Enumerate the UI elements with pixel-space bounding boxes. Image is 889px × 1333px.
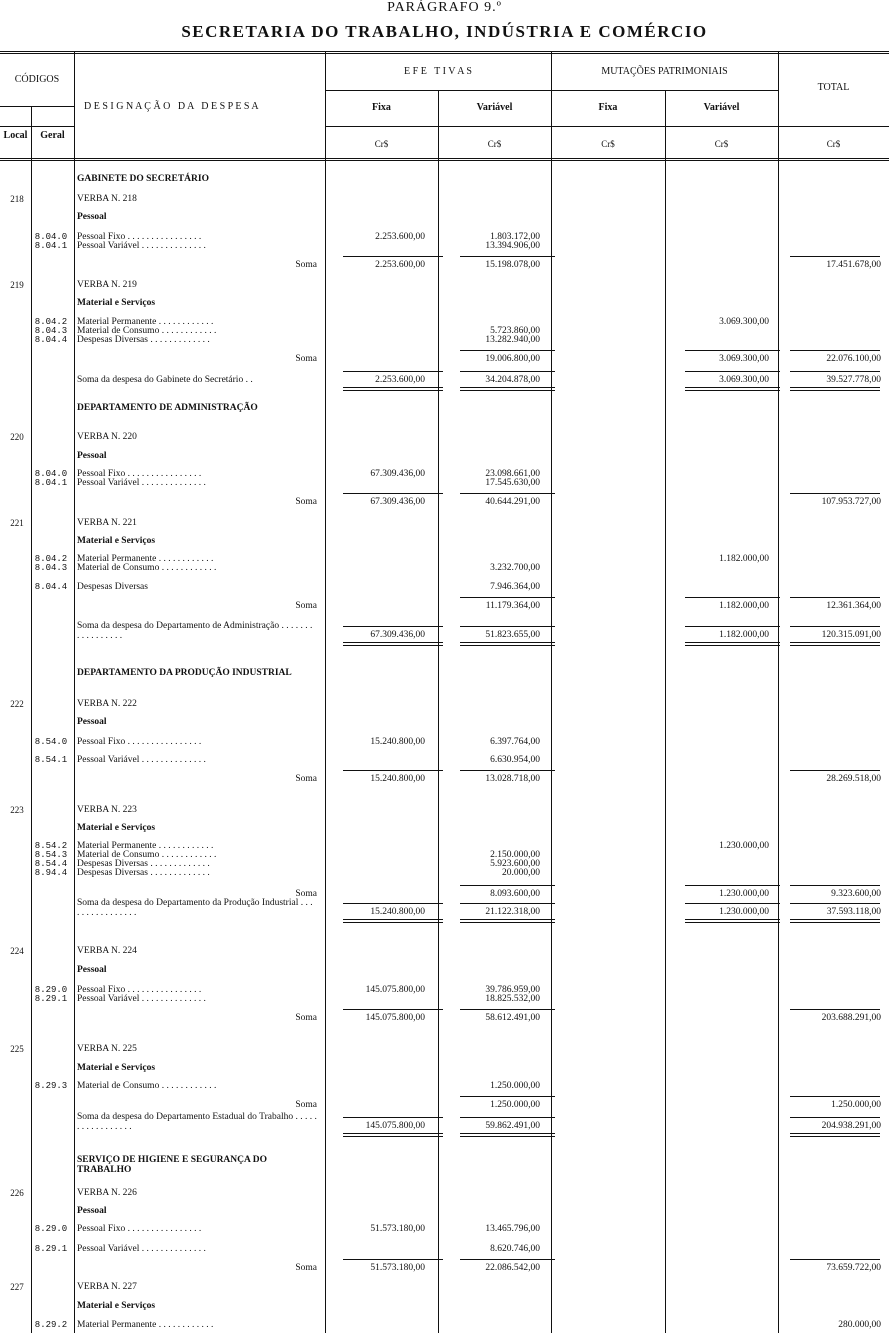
- efetiva-variavel-value: 39.786.959,00: [485, 985, 540, 995]
- paragraph-heading: PARÁGRAFO 9.º: [387, 0, 502, 15]
- sum-rule: [343, 493, 443, 494]
- designacao-cell: VERBA N. 222: [77, 699, 137, 709]
- table-row: [0, 477, 889, 489]
- designacao-cell: Pessoal Fixo . . . . . . . . . . . . . . . .: [77, 737, 202, 747]
- efetiva-variavel-value: 11.179.364,00: [485, 601, 540, 611]
- table-row: [0, 297, 889, 309]
- table-row: [0, 898, 889, 918]
- mutacao-variavel-value: 3.069.300,00: [719, 375, 769, 385]
- efetiva-variavel-value: 1.803.172,00: [490, 232, 540, 242]
- header-efetivas: E F E T I V A S: [404, 66, 472, 77]
- designacao-cell: Pessoal Fixo . . . . . . . . . . . . . . . .: [77, 985, 202, 995]
- efetiva-variavel-value: 15.198.078,00: [485, 260, 540, 270]
- table-row: [0, 1112, 889, 1132]
- efetiva-fixa-value: 15.240.800,00: [370, 774, 425, 784]
- header-local: Local: [3, 130, 28, 141]
- table-row: [0, 517, 889, 529]
- code-geral: 8.04.4: [34, 582, 68, 592]
- code-geral: 8.54.2: [34, 841, 68, 851]
- designacao-cell: Material Permanente . . . . . . . . . . . .: [77, 1320, 214, 1330]
- efetiva-variavel-value: 40.644.291,00: [485, 497, 540, 507]
- designacao-cell: Pessoal: [77, 451, 107, 461]
- code-local: 219: [10, 280, 24, 290]
- sum-rule: [460, 1117, 555, 1118]
- total-value: 37.593.118,00: [826, 907, 881, 917]
- designacao-cell: Pessoal Fixo . . . . . . . . . . . . . . . .: [77, 232, 202, 242]
- codigos-rule: [0, 106, 74, 107]
- table-row: [0, 1099, 889, 1111]
- efetiva-variavel-value: 17.545.630,00: [485, 478, 540, 488]
- efetiva-fixa-value: 2.253.600,00: [375, 375, 425, 385]
- total-value: 107.953.727,00: [821, 497, 881, 507]
- efetiva-variavel-value: 51.823.655,00: [485, 630, 540, 640]
- code-local: 223: [10, 805, 24, 815]
- table-row: [0, 211, 889, 223]
- code-geral: 8.04.4: [34, 335, 68, 345]
- sum-rule: [685, 885, 780, 886]
- header-mp-variavel: Variável: [703, 102, 740, 113]
- designacao-cell: Pessoal: [77, 717, 107, 727]
- total-value: 120.315.091,00: [821, 630, 881, 640]
- sum-rule: [790, 885, 880, 886]
- header-designacao: D E S I G N A Ç Ã O D A D E S P E S A: [84, 101, 259, 112]
- subhead-rule: [325, 126, 889, 127]
- efetiva-variavel-value: 5.723.860,00: [490, 326, 540, 336]
- table-row: [0, 822, 889, 834]
- table-top-rule: [0, 51, 889, 54]
- code-geral: 8.04.3: [34, 326, 68, 336]
- header-ef-variavel: Variável: [476, 102, 513, 113]
- table-row: [0, 1155, 889, 1175]
- efetiva-variavel-value: 22.086.542,00: [485, 1263, 540, 1273]
- code-geral: 8.29.1: [34, 1244, 68, 1254]
- total-double-rule: [790, 919, 880, 923]
- total-value: 9.323.600,00: [831, 889, 881, 899]
- designacao-cell: Soma da despesa do Gabinete do Secretário . .: [77, 375, 253, 385]
- sum-rule: [460, 1009, 555, 1010]
- sum-rule: [343, 371, 443, 372]
- designacao-cell: Pessoal Fixo . . . . . . . . . . . . . . . .: [77, 469, 202, 479]
- table-row: [0, 581, 889, 593]
- sum-rule: [343, 256, 443, 257]
- designacao-cell: DEPARTAMENTO DE ADMINISTRAÇÃO: [77, 403, 258, 413]
- total-value: 204.938.291,00: [821, 1121, 881, 1131]
- total-double-rule: [343, 642, 443, 646]
- designacao-cell: VERBA N. 226: [77, 1188, 137, 1198]
- total-value: 12.361.364,00: [826, 601, 881, 611]
- code-geral: 8.94.4: [34, 868, 68, 878]
- table-row: [0, 1012, 889, 1024]
- sum-rule: [343, 1009, 443, 1010]
- code-geral: 8.04.1: [34, 241, 68, 251]
- total-double-rule: [790, 642, 880, 646]
- table-row: [0, 621, 889, 641]
- designacao-cell: Despesas Diversas . . . . . . . . . . . . .: [77, 868, 210, 878]
- table-row: [0, 1300, 889, 1312]
- sum-rule: [460, 597, 555, 598]
- table-row: [0, 259, 889, 271]
- table-row: [0, 1243, 889, 1255]
- efetiva-variavel-value: 13.282.940,00: [485, 335, 540, 345]
- table-row: [0, 698, 889, 710]
- total-value: 280.000,00: [838, 1320, 881, 1330]
- table-row: [0, 173, 889, 185]
- efetiva-variavel-value: 6.397.764,00: [490, 737, 540, 747]
- mutacao-variavel-value: 1.230.000,00: [719, 889, 769, 899]
- total-value: 203.688.291,00: [821, 1013, 881, 1023]
- sum-rule: [790, 350, 880, 351]
- code-local: 226: [10, 1188, 24, 1198]
- total-value: 39.527.778,00: [826, 375, 881, 385]
- soma-label: Soma: [295, 260, 317, 270]
- table-row: [0, 736, 889, 748]
- mutacao-variavel-value: 1.182.000,00: [719, 601, 769, 611]
- designacao-cell: Material de Consumo . . . . . . . . . . . .: [77, 1081, 217, 1091]
- efetiva-variavel-value: 1.250.000,00: [490, 1100, 540, 1110]
- designacao-cell: Soma da despesa do Departamento de Administração . . . . . . . . . . . . . . . . .: [77, 621, 313, 641]
- sum-rule: [685, 350, 780, 351]
- table-row: [0, 353, 889, 365]
- sum-rule: [460, 885, 555, 886]
- sum-rule: [685, 903, 780, 904]
- sum-rule: [460, 350, 555, 351]
- efetiva-fixa-value: 15.240.800,00: [370, 907, 425, 917]
- efetiva-variavel-value: 21.122.318,00: [485, 907, 540, 917]
- table-row: [0, 1062, 889, 1074]
- efetiva-fixa-value: 145.075.800,00: [365, 1013, 425, 1023]
- col-line-ef: [438, 90, 439, 1333]
- table-row: [0, 1080, 889, 1092]
- table-row: [0, 279, 889, 291]
- sum-rule: [460, 256, 555, 257]
- sum-rule: [343, 626, 443, 627]
- table-row: [0, 1262, 889, 1274]
- total-value: 1.250.000,00: [831, 1100, 881, 1110]
- sum-rule: [790, 1117, 880, 1118]
- designacao-cell: VERBA N. 219: [77, 280, 137, 290]
- designacao-cell: Material Permanente . . . . . . . . . . . .: [77, 841, 214, 851]
- designacao-cell: Pessoal Variável . . . . . . . . . . . . . .: [77, 1244, 206, 1254]
- code-geral: 8.29.3: [34, 1081, 68, 1091]
- sum-rule: [790, 626, 880, 627]
- header-mutacoes: MUTAÇÕES PATRIMONIAIS: [601, 66, 728, 77]
- section-title: SECRETARIA DO TRABALHO, INDÚSTRIA E COMÉRCIO: [181, 22, 708, 41]
- sum-rule: [790, 256, 880, 257]
- designacao-cell: Pessoal Variável . . . . . . . . . . . . . .: [77, 994, 206, 1004]
- designacao-cell: Pessoal Variável . . . . . . . . . . . . . .: [77, 241, 206, 251]
- designacao-cell: Material e Serviços: [77, 1063, 156, 1073]
- soma-label: Soma: [295, 1100, 317, 1110]
- sum-rule: [343, 770, 443, 771]
- designacao-cell: VERBA N. 218: [77, 194, 137, 204]
- soma-label: Soma: [295, 1013, 317, 1023]
- currency-mp-fixa: Cr$: [601, 139, 615, 149]
- efetiva-variavel-value: 5.923.600,00: [490, 859, 540, 869]
- efetiva-fixa-value: 15.240.800,00: [370, 737, 425, 747]
- code-geral: 8.29.0: [34, 1224, 68, 1234]
- total-double-rule: [460, 1133, 555, 1137]
- table-row: [0, 668, 889, 680]
- header-mp-fixa: Fixa: [598, 102, 618, 113]
- header-total: TOTAL: [817, 82, 850, 93]
- code-local: 222: [10, 699, 24, 709]
- sum-rule: [685, 626, 780, 627]
- table-row: [0, 562, 889, 574]
- code-geral: 8.29.0: [34, 985, 68, 995]
- code-geral: 8.04.1: [34, 478, 68, 488]
- sum-rule: [685, 597, 780, 598]
- designacao-cell: Material Permanente . . . . . . . . . . . .: [77, 554, 214, 564]
- total-double-rule: [790, 1133, 880, 1137]
- code-local: 221: [10, 518, 24, 528]
- designacao-cell: VERBA N. 227: [77, 1282, 137, 1292]
- table-row: [0, 945, 889, 957]
- designacao-cell: Material e Serviços: [77, 298, 156, 308]
- table-row: [0, 240, 889, 252]
- code-geral: 8.54.3: [34, 850, 68, 860]
- efetiva-fixa-value: 2.253.600,00: [375, 232, 425, 242]
- code-geral: 8.54.1: [34, 755, 68, 765]
- mutacao-variavel-value: 1.230.000,00: [719, 907, 769, 917]
- sum-rule: [460, 770, 555, 771]
- sum-rule: [790, 371, 880, 372]
- sum-rule: [460, 626, 555, 627]
- designacao-cell: Material e Serviços: [77, 536, 156, 546]
- designacao-cell: Pessoal: [77, 212, 107, 222]
- currency-ef-variavel: Cr$: [487, 139, 502, 149]
- efetiva-variavel-value: 8.093.600,00: [490, 889, 540, 899]
- total-double-rule: [790, 387, 880, 391]
- designacao-cell: VERBA N. 221: [77, 518, 137, 528]
- mutacao-variavel-value: 3.069.300,00: [719, 317, 769, 327]
- total-value: 22.076.100,00: [826, 354, 881, 364]
- efetiva-variavel-value: 13.394.906,00: [485, 241, 540, 251]
- efetiva-variavel-value: 19.006.800,00: [485, 354, 540, 364]
- mutacao-variavel-value: 3.069.300,00: [719, 354, 769, 364]
- total-value: 17.451.678,00: [826, 260, 881, 270]
- sum-rule: [685, 371, 780, 372]
- soma-label: Soma: [295, 354, 317, 364]
- efetiva-variavel-value: 7.946.364,00: [490, 582, 540, 592]
- designacao-cell: DEPARTAMENTO DA PRODUÇÃO INDUSTRIAL: [77, 668, 292, 678]
- sum-rule: [460, 903, 555, 904]
- code-geral: 8.54.4: [34, 859, 68, 869]
- efetiva-variavel-value: 1.250.000,00: [490, 1081, 540, 1091]
- efetiva-variavel-value: 2.150.000,00: [490, 850, 540, 860]
- total-double-rule: [460, 642, 555, 646]
- designacao-cell: Soma da despesa do Departamento da Produção Industrial . . . . . . . . . . . . . . . .: [77, 898, 313, 918]
- designacao-cell: Pessoal Variável . . . . . . . . . . . . . .: [77, 478, 206, 488]
- header-bottom-rule: [0, 158, 889, 161]
- total-double-rule: [343, 387, 443, 391]
- efetiva-variavel-value: 59.862.491,00: [485, 1121, 540, 1131]
- designacao-cell: VERBA N. 223: [77, 805, 137, 815]
- efetiva-variavel-value: 18.825.532,00: [485, 994, 540, 1004]
- efetiva-fixa-value: 2.253.600,00: [375, 260, 425, 270]
- total-double-rule: [343, 1133, 443, 1137]
- table-row: [0, 1043, 889, 1055]
- sum-rule: [343, 903, 443, 904]
- total-double-rule: [460, 919, 555, 923]
- table-row: [0, 993, 889, 1005]
- table-row: [0, 334, 889, 346]
- sum-rule: [790, 770, 880, 771]
- code-local: 224: [10, 946, 24, 956]
- efetiva-variavel-value: 58.612.491,00: [485, 1013, 540, 1023]
- efetiva-fixa-value: 67.309.436,00: [370, 497, 425, 507]
- codes-sub-rule: [0, 126, 74, 127]
- table-row: [0, 600, 889, 612]
- total-value: 28.269.518,00: [826, 774, 881, 784]
- efetiva-variavel-value: 13.465.796,00: [485, 1224, 540, 1234]
- table-row: [0, 1187, 889, 1199]
- efetiva-variavel-value: 13.028.718,00: [485, 774, 540, 784]
- designacao-cell: Despesas Diversas . . . . . . . . . . . . .: [77, 859, 210, 869]
- total-double-rule: [343, 919, 443, 923]
- code-local: 220: [10, 432, 24, 442]
- efetiva-fixa-value: 145.075.800,00: [365, 1121, 425, 1131]
- designacao-cell: Material Permanente . . . . . . . . . . . .: [77, 317, 214, 327]
- designacao-cell: GABINETE DO SECRETÁRIO: [77, 174, 209, 184]
- efetiva-variavel-value: 6.630.954,00: [490, 755, 540, 765]
- efetiva-fixa-value: 67.309.436,00: [370, 469, 425, 479]
- table-row: [0, 1319, 889, 1331]
- code-geral: 8.04.2: [34, 317, 68, 327]
- soma-label: Soma: [295, 774, 317, 784]
- col-line-mf: [665, 90, 666, 1333]
- total-value: 73.659.722,00: [826, 1263, 881, 1273]
- code-local: 225: [10, 1044, 24, 1054]
- designacao-cell: Material e Serviços: [77, 823, 156, 833]
- currency-ef-fixa: Cr$: [374, 139, 389, 149]
- header-codigos: CÓDIGOS: [14, 74, 60, 85]
- total-double-rule: [685, 387, 780, 391]
- designacao-cell: Despesas Diversas . . . . . . . . . . . . .: [77, 335, 210, 345]
- code-geral: 8.04.0: [34, 469, 68, 479]
- efetiva-variavel-value: 8.620.746,00: [490, 1244, 540, 1254]
- sum-rule: [343, 1259, 443, 1260]
- sum-rule: [790, 493, 880, 494]
- total-double-rule: [685, 919, 780, 923]
- table-row: [0, 431, 889, 443]
- table-row: [0, 374, 889, 386]
- soma-label: Soma: [295, 601, 317, 611]
- sum-rule: [790, 1009, 880, 1010]
- designacao-cell: Pessoal Variável . . . . . . . . . . . . . .: [77, 755, 206, 765]
- mutacao-variavel-value: 1.182.000,00: [719, 630, 769, 640]
- efetiva-fixa-value: 51.573.180,00: [370, 1224, 425, 1234]
- designacao-cell: VERBA N. 225: [77, 1044, 137, 1054]
- code-geral: 8.54.0: [34, 737, 68, 747]
- sum-rule: [343, 1117, 443, 1118]
- efetiva-variavel-value: 23.098.661,00: [485, 469, 540, 479]
- code-geral: 8.29.2: [34, 1320, 68, 1330]
- designacao-cell: VERBA N. 224: [77, 946, 137, 956]
- table-row: [0, 804, 889, 816]
- efetiva-variavel-value: 34.204.878,00: [485, 375, 540, 385]
- designacao-cell: Material de Consumo . . . . . . . . . . . .: [77, 850, 217, 860]
- table-row: [0, 535, 889, 547]
- table-row: [0, 496, 889, 508]
- efetiva-fixa-value: 51.573.180,00: [370, 1263, 425, 1273]
- code-local: 218: [10, 194, 24, 204]
- designacao-cell: Pessoal: [77, 965, 107, 975]
- sum-rule: [790, 903, 880, 904]
- designacao-cell: Material de Consumo . . . . . . . . . . . .: [77, 563, 217, 573]
- soma-label: Soma: [295, 1263, 317, 1273]
- code-geral: 8.04.0: [34, 232, 68, 242]
- mutacao-variavel-value: 1.230.000,00: [719, 841, 769, 851]
- table-row: [0, 716, 889, 728]
- designacao-cell: VERBA N. 220: [77, 432, 137, 442]
- header-geral: Geral: [40, 130, 65, 141]
- sum-rule: [460, 1096, 555, 1097]
- efetiva-variavel-value: 3.232.700,00: [490, 563, 540, 573]
- currency-mp-variavel: Cr$: [714, 139, 729, 149]
- table-row: [0, 964, 889, 976]
- table-row: [0, 754, 889, 766]
- total-double-rule: [685, 642, 780, 646]
- soma-label: Soma: [295, 889, 317, 899]
- table-row: [0, 450, 889, 462]
- code-geral: 8.04.2: [34, 554, 68, 564]
- efetiva-fixa-value: 67.309.436,00: [370, 630, 425, 640]
- table-row: [0, 1281, 889, 1293]
- code-geral: 8.04.3: [34, 563, 68, 573]
- designacao-cell: SERVIÇO DE HIGIENE E SEGURANÇA DO TRABALHO: [77, 1155, 267, 1175]
- efetiva-variavel-value: 20.000,00: [502, 868, 540, 878]
- designacao-cell: Pessoal Fixo . . . . . . . . . . . . . . . .: [77, 1224, 202, 1234]
- table-row: [0, 1223, 889, 1235]
- sum-rule: [460, 1259, 555, 1260]
- sum-rule: [460, 371, 555, 372]
- table-row: [0, 1205, 889, 1217]
- soma-label: Soma: [295, 497, 317, 507]
- total-double-rule: [460, 387, 555, 391]
- sum-rule: [790, 1096, 880, 1097]
- code-local: 227: [10, 1282, 24, 1292]
- designacao-cell: Despesas Diversas: [77, 582, 148, 592]
- table-row: [0, 402, 889, 414]
- table-row: [0, 867, 889, 879]
- designacao-cell: Material de Consumo . . . . . . . . . . . .: [77, 326, 217, 336]
- sum-rule: [460, 493, 555, 494]
- designacao-cell: Pessoal: [77, 1206, 107, 1216]
- sum-rule: [790, 597, 880, 598]
- table-row: [0, 193, 889, 205]
- designacao-cell: Soma da despesa do Departamento Estadual do Trabalho . . . . . . . . . . . . . . . . .: [77, 1112, 317, 1132]
- efetiva-fixa-value: 145.075.800,00: [365, 985, 425, 995]
- designacao-cell: Material e Serviços: [77, 1301, 156, 1311]
- mutacao-variavel-value: 1.182.000,00: [719, 554, 769, 564]
- header-ef-fixa: Fixa: [372, 102, 391, 113]
- sum-rule: [790, 1259, 880, 1260]
- currency-total: Cr$: [826, 139, 841, 149]
- code-geral: 8.29.1: [34, 994, 68, 1004]
- table-row: [0, 773, 889, 785]
